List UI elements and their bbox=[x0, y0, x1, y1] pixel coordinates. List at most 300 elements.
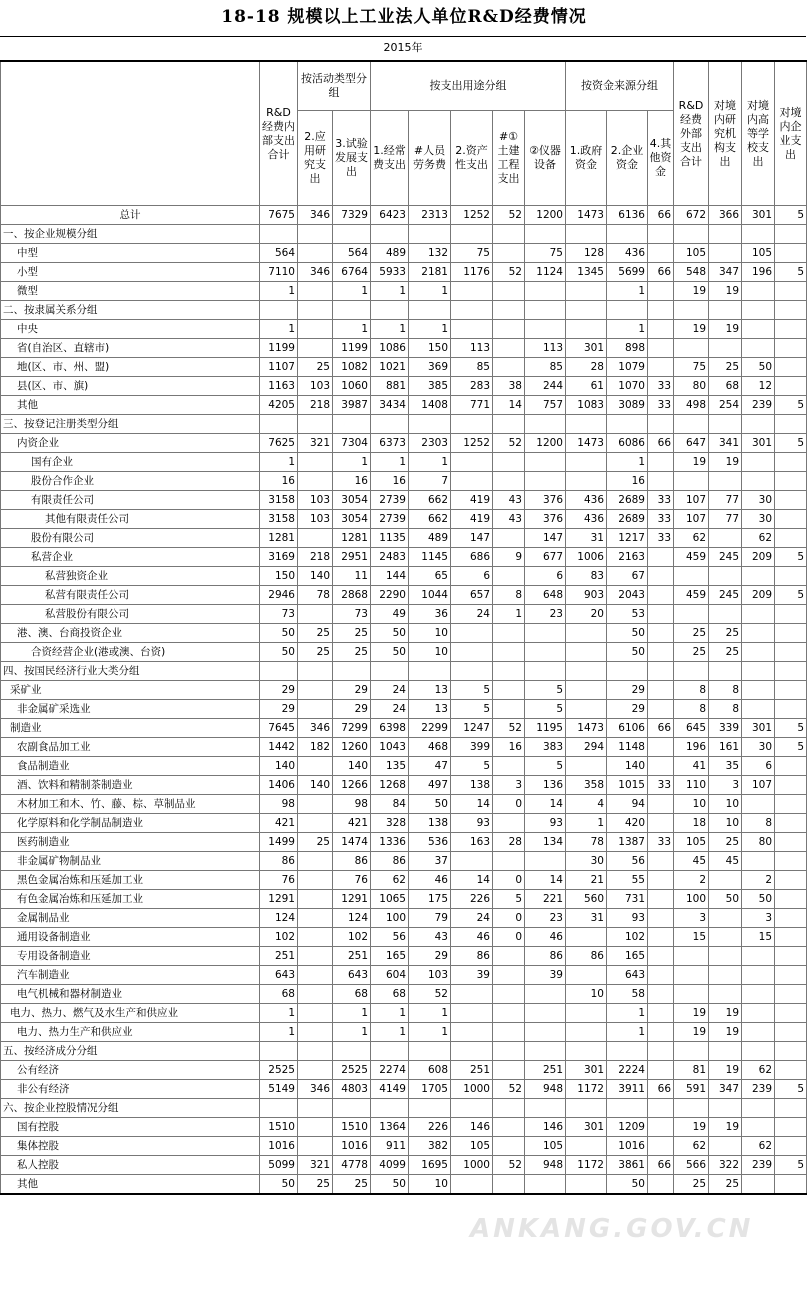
table-cell: 19 bbox=[674, 282, 709, 301]
table-cell: 1252 bbox=[451, 206, 493, 225]
table-row bbox=[1, 662, 807, 681]
table-cell: 98 bbox=[260, 795, 298, 814]
table-cell bbox=[566, 301, 607, 320]
table-cell bbox=[775, 1137, 807, 1156]
table-cell: 68 bbox=[371, 985, 409, 1004]
header-experimental-dev: 3.试验发展支出 bbox=[333, 111, 371, 206]
table-cell: 608 bbox=[409, 1061, 451, 1080]
table-cell: 128 bbox=[566, 244, 607, 263]
table-cell: 80 bbox=[742, 833, 775, 852]
table-cell bbox=[333, 225, 371, 244]
table-cell bbox=[493, 1061, 525, 1080]
table-cell bbox=[648, 966, 674, 985]
table-cell: 29 bbox=[260, 681, 298, 700]
table-cell: 459 bbox=[674, 548, 709, 567]
table-cell: 15 bbox=[742, 928, 775, 947]
table-cell: 1195 bbox=[525, 719, 566, 738]
table-cell bbox=[298, 301, 333, 320]
table-cell bbox=[260, 225, 298, 244]
table-cell: 3 bbox=[709, 776, 742, 795]
table-cell bbox=[709, 339, 742, 358]
table-cell: 68 bbox=[333, 985, 371, 1004]
table-cell: 489 bbox=[409, 529, 451, 548]
table-cell: 5 bbox=[775, 719, 807, 738]
table-row bbox=[1, 700, 807, 719]
table-cell: 55 bbox=[607, 871, 648, 890]
table-cell: 25 bbox=[674, 1175, 709, 1195]
table-cell: 2043 bbox=[607, 586, 648, 605]
table-cell: 107 bbox=[674, 491, 709, 510]
table-cell bbox=[493, 700, 525, 719]
table-cell: 5 bbox=[451, 757, 493, 776]
table-cell bbox=[566, 928, 607, 947]
table-cell bbox=[709, 1137, 742, 1156]
table-cell: 19 bbox=[709, 320, 742, 339]
table-cell: 20 bbox=[566, 605, 607, 624]
table-cell: 536 bbox=[409, 833, 451, 852]
table-row bbox=[1, 1118, 807, 1137]
table-cell: 140 bbox=[333, 757, 371, 776]
table-cell bbox=[298, 472, 333, 491]
table-cell: 226 bbox=[451, 890, 493, 909]
table-cell: 301 bbox=[566, 1118, 607, 1137]
table-cell: 75 bbox=[674, 358, 709, 377]
table-cell bbox=[648, 225, 674, 244]
table-cell: 2525 bbox=[333, 1061, 371, 1080]
table-cell bbox=[298, 909, 333, 928]
table-cell bbox=[742, 282, 775, 301]
table-row bbox=[1, 1175, 807, 1195]
table-cell: 383 bbox=[525, 738, 566, 757]
table-cell: 771 bbox=[451, 396, 493, 415]
table-cell bbox=[775, 339, 807, 358]
table-cell bbox=[742, 852, 775, 871]
table-cell bbox=[648, 301, 674, 320]
table-cell bbox=[525, 1099, 566, 1118]
table-cell bbox=[674, 225, 709, 244]
table-cell: 19 bbox=[709, 1004, 742, 1023]
table-cell: 105 bbox=[525, 1137, 566, 1156]
table-cell bbox=[525, 662, 566, 681]
table-cell: 686 bbox=[451, 548, 493, 567]
table-cell: 421 bbox=[260, 814, 298, 833]
table-cell bbox=[409, 415, 451, 434]
table-cell bbox=[333, 662, 371, 681]
table-cell: 1176 bbox=[451, 263, 493, 282]
table-cell: 1 bbox=[260, 453, 298, 472]
table-cell: 138 bbox=[409, 814, 451, 833]
table-row bbox=[1, 586, 807, 605]
table-cell bbox=[607, 1099, 648, 1118]
table-cell: 25 bbox=[298, 358, 333, 377]
table-row bbox=[1, 1042, 807, 1061]
table-cell bbox=[775, 700, 807, 719]
table-cell: 12 bbox=[742, 377, 775, 396]
table-cell bbox=[260, 662, 298, 681]
table-row bbox=[1, 624, 807, 643]
table-cell bbox=[451, 1175, 493, 1195]
table-row bbox=[1, 263, 807, 282]
table-row bbox=[1, 833, 807, 852]
table-row bbox=[1, 358, 807, 377]
table-cell: 33 bbox=[648, 491, 674, 510]
table-cell: 436 bbox=[607, 244, 648, 263]
table-cell: 30 bbox=[566, 852, 607, 871]
table-cell bbox=[451, 453, 493, 472]
table-cell: 33 bbox=[648, 776, 674, 795]
table-cell bbox=[371, 662, 409, 681]
table-cell bbox=[525, 453, 566, 472]
row-label: 电气机械和器材制造业 bbox=[1, 985, 260, 1004]
table-cell bbox=[260, 1042, 298, 1061]
table-cell: 7 bbox=[409, 472, 451, 491]
table-cell bbox=[607, 301, 648, 320]
row-label: 中型 bbox=[1, 244, 260, 263]
table-cell: 244 bbox=[525, 377, 566, 396]
table-cell: 19 bbox=[674, 453, 709, 472]
table-cell: 19 bbox=[709, 1118, 742, 1137]
table-cell: 25 bbox=[674, 624, 709, 643]
table-row bbox=[1, 434, 807, 453]
table-cell: 7645 bbox=[260, 719, 298, 738]
row-label: 其他有限责任公司 bbox=[1, 510, 260, 529]
table-cell bbox=[648, 852, 674, 871]
table-cell: 25 bbox=[298, 833, 333, 852]
table-cell: 645 bbox=[674, 719, 709, 738]
table-cell bbox=[260, 301, 298, 320]
table-cell bbox=[451, 301, 493, 320]
table-cell: 2 bbox=[674, 871, 709, 890]
table-cell: 459 bbox=[674, 586, 709, 605]
table-cell: 8 bbox=[742, 814, 775, 833]
table-row bbox=[1, 1023, 807, 1042]
table-cell bbox=[775, 510, 807, 529]
table-cell: 1209 bbox=[607, 1118, 648, 1137]
table-cell: 5933 bbox=[371, 263, 409, 282]
table-cell: 2868 bbox=[333, 586, 371, 605]
table-cell: 66 bbox=[648, 1080, 674, 1099]
table-cell: 5699 bbox=[607, 263, 648, 282]
table-cell: 50 bbox=[607, 624, 648, 643]
table-cell: 30 bbox=[742, 491, 775, 510]
table-cell bbox=[648, 909, 674, 928]
table-cell bbox=[742, 1175, 775, 1195]
table-cell: 6086 bbox=[607, 434, 648, 453]
table-cell: 66 bbox=[648, 434, 674, 453]
table-row bbox=[1, 510, 807, 529]
table-cell: 102 bbox=[260, 928, 298, 947]
table-cell bbox=[648, 282, 674, 301]
table-row bbox=[1, 529, 807, 548]
table-cell bbox=[525, 624, 566, 643]
table-cell: 50 bbox=[371, 643, 409, 662]
table-cell bbox=[775, 662, 807, 681]
table-cell: 45 bbox=[674, 852, 709, 871]
table-row bbox=[1, 681, 807, 700]
table-cell bbox=[493, 244, 525, 263]
table-cell: 1473 bbox=[566, 206, 607, 225]
row-label: 六、按企业控股情况分组 bbox=[1, 1099, 260, 1118]
table-cell: 140 bbox=[607, 757, 648, 776]
table-cell: 2303 bbox=[409, 434, 451, 453]
table-cell: 5 bbox=[775, 396, 807, 415]
table-cell: 6 bbox=[742, 757, 775, 776]
table-cell bbox=[709, 1099, 742, 1118]
table-cell bbox=[298, 1118, 333, 1137]
table-cell: 1016 bbox=[333, 1137, 371, 1156]
table-cell: 301 bbox=[566, 339, 607, 358]
table-cell: 135 bbox=[371, 757, 409, 776]
table-cell: 647 bbox=[674, 434, 709, 453]
table-cell bbox=[409, 1042, 451, 1061]
table-cell bbox=[648, 1004, 674, 1023]
table-cell: 421 bbox=[333, 814, 371, 833]
table-cell: 251 bbox=[333, 947, 371, 966]
table-cell bbox=[775, 301, 807, 320]
table-cell bbox=[525, 852, 566, 871]
table-cell: 347 bbox=[709, 1080, 742, 1099]
table-row bbox=[1, 738, 807, 757]
table-cell bbox=[674, 605, 709, 624]
table-cell: 10 bbox=[409, 624, 451, 643]
table-cell bbox=[298, 339, 333, 358]
row-label: 小型 bbox=[1, 263, 260, 282]
table-cell: 86 bbox=[451, 947, 493, 966]
table-row bbox=[1, 1004, 807, 1023]
table-cell: 103 bbox=[298, 377, 333, 396]
table-cell: 1 bbox=[371, 320, 409, 339]
table-cell: 75 bbox=[525, 244, 566, 263]
table-cell: 29 bbox=[607, 681, 648, 700]
table-cell bbox=[674, 662, 709, 681]
table-cell bbox=[709, 301, 742, 320]
table-cell: 8 bbox=[674, 700, 709, 719]
table-cell: 1252 bbox=[451, 434, 493, 453]
table-cell: 6136 bbox=[607, 206, 648, 225]
row-label: 省(自治区、直辖市) bbox=[1, 339, 260, 358]
table-cell bbox=[493, 681, 525, 700]
table-cell bbox=[298, 605, 333, 624]
table-cell bbox=[298, 320, 333, 339]
row-label: 有限责任公司 bbox=[1, 491, 260, 510]
row-label: 专用设备制造业 bbox=[1, 947, 260, 966]
table-cell bbox=[525, 1004, 566, 1023]
table-cell: 564 bbox=[333, 244, 371, 263]
table-cell bbox=[648, 738, 674, 757]
table-cell: 8 bbox=[709, 681, 742, 700]
table-cell: 1 bbox=[607, 1004, 648, 1023]
table-cell bbox=[775, 1099, 807, 1118]
table-cell: 6373 bbox=[371, 434, 409, 453]
table-cell: 124 bbox=[260, 909, 298, 928]
table-cell bbox=[775, 605, 807, 624]
table-cell: 132 bbox=[409, 244, 451, 263]
table-cell bbox=[493, 966, 525, 985]
table-cell: 24 bbox=[371, 681, 409, 700]
table-row bbox=[1, 719, 807, 738]
table-cell bbox=[493, 358, 525, 377]
table-cell: 301 bbox=[566, 1061, 607, 1080]
table-cell: 5 bbox=[451, 700, 493, 719]
row-label: 其他 bbox=[1, 1175, 260, 1195]
table-cell bbox=[451, 624, 493, 643]
table-cell bbox=[674, 339, 709, 358]
header-other-funds: 4.其他资金 bbox=[648, 111, 674, 206]
table-row bbox=[1, 244, 807, 263]
table-cell: 643 bbox=[607, 966, 648, 985]
table-cell bbox=[525, 282, 566, 301]
table-cell bbox=[775, 472, 807, 491]
table-cell bbox=[709, 909, 742, 928]
table-cell: 2181 bbox=[409, 263, 451, 282]
table-cell: 14 bbox=[451, 871, 493, 890]
table-cell: 86 bbox=[260, 852, 298, 871]
table-cell: 245 bbox=[709, 586, 742, 605]
table-cell: 38 bbox=[493, 377, 525, 396]
table-cell bbox=[525, 985, 566, 1004]
table-cell: 2163 bbox=[607, 548, 648, 567]
row-label: 合资经营企业(港或澳、台资) bbox=[1, 643, 260, 662]
table-cell: 5 bbox=[775, 586, 807, 605]
table-cell bbox=[648, 947, 674, 966]
table-cell: 50 bbox=[260, 1175, 298, 1195]
table-cell bbox=[566, 415, 607, 434]
table-cell: 1135 bbox=[371, 529, 409, 548]
table-cell bbox=[566, 225, 607, 244]
row-label: 电力、热力、燃气及水生产和供应业 bbox=[1, 1004, 260, 1023]
table-cell: 4099 bbox=[371, 1156, 409, 1175]
table-cell: 1 bbox=[371, 453, 409, 472]
table-cell: 294 bbox=[566, 738, 607, 757]
table-cell bbox=[648, 1137, 674, 1156]
table-row bbox=[1, 814, 807, 833]
table-cell: 3987 bbox=[333, 396, 371, 415]
table-cell bbox=[742, 1004, 775, 1023]
table-cell bbox=[493, 529, 525, 548]
table-cell: 16 bbox=[333, 472, 371, 491]
table-cell: 1473 bbox=[566, 434, 607, 453]
table-cell: 105 bbox=[674, 833, 709, 852]
table-row bbox=[1, 1061, 807, 1080]
table-cell: 566 bbox=[674, 1156, 709, 1175]
table-cell: 1705 bbox=[409, 1080, 451, 1099]
table-row bbox=[1, 795, 807, 814]
table-cell bbox=[775, 624, 807, 643]
table-cell: 5 bbox=[775, 548, 807, 567]
table-cell bbox=[648, 928, 674, 947]
row-label: 化学原料和化学制品制造业 bbox=[1, 814, 260, 833]
table-cell bbox=[742, 605, 775, 624]
row-label: 股份合作企业 bbox=[1, 472, 260, 491]
table-cell bbox=[566, 1137, 607, 1156]
table-cell: 8 bbox=[674, 681, 709, 700]
table-cell: 84 bbox=[371, 795, 409, 814]
table-cell: 86 bbox=[371, 852, 409, 871]
table-cell: 3089 bbox=[607, 396, 648, 415]
table-cell bbox=[775, 1175, 807, 1195]
table-cell: 643 bbox=[333, 966, 371, 985]
table-cell: 113 bbox=[451, 339, 493, 358]
table-cell: 4 bbox=[566, 795, 607, 814]
table-cell: 1145 bbox=[409, 548, 451, 567]
table-cell bbox=[493, 624, 525, 643]
row-label: 国有企业 bbox=[1, 453, 260, 472]
table-cell: 78 bbox=[566, 833, 607, 852]
table-cell: 52 bbox=[493, 263, 525, 282]
table-cell bbox=[607, 415, 648, 434]
table-cell: 138 bbox=[451, 776, 493, 795]
table-cell bbox=[493, 1175, 525, 1195]
table-cell: 75 bbox=[451, 244, 493, 263]
table-row bbox=[1, 225, 807, 244]
table-cell bbox=[451, 320, 493, 339]
table-row bbox=[1, 1099, 807, 1118]
row-label: 非金属矿物制品业 bbox=[1, 852, 260, 871]
table-cell: 93 bbox=[607, 909, 648, 928]
table-cell: 3158 bbox=[260, 510, 298, 529]
table-cell bbox=[451, 1042, 493, 1061]
table-cell: 251 bbox=[451, 1061, 493, 1080]
table-cell: 146 bbox=[525, 1118, 566, 1137]
table-cell: 2290 bbox=[371, 586, 409, 605]
table-cell: 86 bbox=[525, 947, 566, 966]
table-cell bbox=[493, 947, 525, 966]
table-cell bbox=[493, 757, 525, 776]
table-cell bbox=[648, 586, 674, 605]
table-cell bbox=[648, 1061, 674, 1080]
table-cell: 209 bbox=[742, 548, 775, 567]
table-cell: 6 bbox=[451, 567, 493, 586]
header-labor-cost: #人员劳务费 bbox=[409, 111, 451, 206]
table-cell: 53 bbox=[607, 605, 648, 624]
table-cell bbox=[566, 282, 607, 301]
table-cell: 10 bbox=[409, 643, 451, 662]
table-cell bbox=[493, 472, 525, 491]
table-cell: 1124 bbox=[525, 263, 566, 282]
table-cell: 14 bbox=[525, 795, 566, 814]
table-cell: 113 bbox=[525, 339, 566, 358]
table-cell: 13 bbox=[409, 681, 451, 700]
table-cell bbox=[775, 225, 807, 244]
row-label: 电力、热力生产和供应业 bbox=[1, 1023, 260, 1042]
table-cell: 1260 bbox=[333, 738, 371, 757]
table-cell bbox=[775, 966, 807, 985]
table-cell bbox=[775, 567, 807, 586]
table-cell: 50 bbox=[607, 643, 648, 662]
table-cell: 25 bbox=[333, 624, 371, 643]
table-cell: 10 bbox=[566, 985, 607, 1004]
table-cell: 52 bbox=[409, 985, 451, 1004]
table-cell: 1015 bbox=[607, 776, 648, 795]
table-cell: 366 bbox=[709, 206, 742, 225]
table-cell: 1345 bbox=[566, 263, 607, 282]
table-cell: 548 bbox=[674, 263, 709, 282]
table-cell: 165 bbox=[607, 947, 648, 966]
table-cell bbox=[409, 301, 451, 320]
table-cell: 50 bbox=[742, 890, 775, 909]
table-cell: 0 bbox=[493, 871, 525, 890]
table-cell: 10 bbox=[409, 1175, 451, 1195]
table-row bbox=[1, 206, 807, 225]
table-cell bbox=[298, 1061, 333, 1080]
table-cell bbox=[298, 985, 333, 1004]
table-cell bbox=[742, 624, 775, 643]
table-cell bbox=[709, 928, 742, 947]
table-cell: 245 bbox=[709, 548, 742, 567]
table-cell: 2946 bbox=[260, 586, 298, 605]
table-cell: 672 bbox=[674, 206, 709, 225]
table-cell: 19 bbox=[709, 1023, 742, 1042]
